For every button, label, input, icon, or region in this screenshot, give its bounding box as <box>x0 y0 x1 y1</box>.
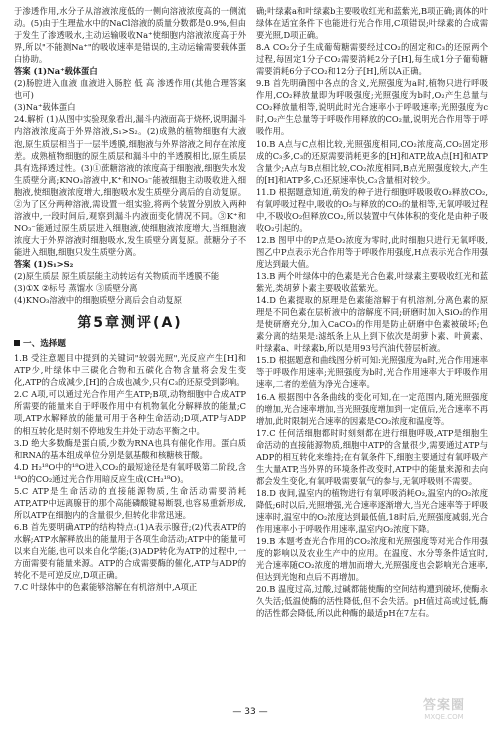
paragraph: 4.D H₂¹⁸O中的¹⁸O进入CO₂的最短途径是有氧呼吸第二阶段,含¹⁸O的CO₂通过光合作用暗反应生成(CH₂¹⁸O)。 <box>14 461 246 484</box>
paragraph: 8.A CO₂分子生成葡萄糖需要经过CO₂的固定和C₃的还原两个过程,每固定1分子CO₂需要消耗2分子[H],每生成1分子葡萄糖需要消耗6分子CO₂和12分子[H],所以A正确。 <box>256 42 488 77</box>
paragraph: 19.B 本题考查光合作用的CO₂浓度和光照强度等对光合作用强度的影响以及农业生产中的应用。在温度、水分等条件适宜时,光合速率随CO₂浓度的增加而增大,光照强度也会影响光合速率,但达到光饱和点后不再增加。 <box>256 536 488 583</box>
paragraph: 15.D 根据题意和曲线图分析可知:光照强度为a时,光合作用速率等于呼吸作用速率;光照强度为b时,光合作用速率大于呼吸作用速率,二者的差值为净光合速率。 <box>256 355 488 390</box>
paragraph: 9.B 首先明确图中各点的含义,光照强度为a时,植物只进行呼吸作用,CO₂释放量即为呼吸强度;光照强度为b时,O₂产生总量与CO₂释放量相等,说明此时光合速率小于呼吸速率;光照强度为c时,O₂产生总量等于呼吸作用释放的CO₂量,说明光合作用等于呼吸作用。 <box>256 78 488 137</box>
paragraph: 17.C 任何活细胞都时时刻刻都在进行细胞呼吸,ATP是细胞生命活动的直接能源物质,细胞中ATP的含量很少,需要通过ATP与ADP的相互转化来维持;在有氧条件下,细胞主要通过有氧呼吸产生大量ATP,当外界的环境条件改变时,ATP中的能量来源和去向都会发生变化,有氧呼吸需要氧气的参与,无氧呼吸则不需要。 <box>256 427 488 486</box>
paragraph: 24.解析 (1)从图中实验现象看出,漏斗内液面高于烧杯,说明漏斗内溶液浓度高于外界溶液,S₁>S₂。(2)成熟的植物细胞有大液泡,原生质层相当于一层半透膜,细胞液与外界溶液之间存在浓度差。成熟植物细胞的原生质层和漏斗中的半透膜相比,原生质层具有选择透过性。(3)①蔗糖溶液的浓度高于细胞液,细胞失水发生质壁分离;KNO₃溶液中,K⁺和NO₃⁻能被细胞主动吸收进入细胞液,使细胞液浓度增大,细胞吸水发生质壁分离后的自动复原。②为了区分两种溶液,需设置一组实验,将两个装置分别放入两种溶液中,一段时间后,观察到漏斗内液面变化情况不同。③K⁺和NO₃⁻能通过原生质层进入细胞液,使细胞液浓度增大,当细胞液浓度大于外界溶液时细胞吸水,发生质壁分离复原。蔗糖分子不能进入细胞,细胞只发生质壁分离。 <box>14 114 246 257</box>
answer-line: (2)肠腔进入血液 血液进入肠腔 低 高 渗透作用(其他合理答案也可) <box>14 78 246 101</box>
page-number: — 33 — <box>232 707 268 717</box>
watermark-url: MXQE.COM <box>424 713 464 721</box>
paragraph: 6.B 首先要明确ATP的结构特点:(1)A表示腺苷;(2)代表ATP的水解;ATP水解释放出的能量用于各项生命活动;ATP中的能量可以来自光能,也可以来自化学能;(3)ADP转化为ATP的过程中,一方面需要有能量来源。ATP的合成需要酶的催化,ATP与ADP的转化不是可逆反应,D项正确。 <box>14 521 246 581</box>
chapter-title: 第5章测评(A) <box>77 315 183 332</box>
two-column-body <box>14 5 488 695</box>
paragraph: 5.C ATP是生命活动的直接能源物质,生命活动需要消耗ATP,ATP中远离腺苷的那个高能磷酸键易断裂,也容易重新形成,所以ATP在细胞内的含量很少,但转化非常迅速。 <box>14 485 246 520</box>
paragraph: 2.C A项,可以通过光合作用产生ATP;B项,动物细胞中合成ATP所需要的能量来自于呼吸作用中有机物氧化分解释放的能量;C项,ATP水解释放的能量可用于各种生命活动;D项,ATP与ADP的相互转化是时刻不停地发生并处于动态平衡之中。 <box>14 389 246 436</box>
section-heading: 一、选择题 <box>14 338 246 350</box>
answer-line: (3)Na⁺载体蛋白 <box>14 102 76 113</box>
answer-line: (4)KNO₃溶液中的细胞质壁分离后会自动复原 <box>14 295 183 306</box>
paragraph: 20.B 温度过高,过酸,过碱都能使酶的空间结构遭到破坏,使酶永久失活;低温使酶的活性降低,但不会失活。pH值过高或过低,酶的活性都会降低,所以此种酶的最适pH在7左右。 <box>256 584 488 619</box>
answer-line: (3)①X ②标号 蒸馏水 ③质壁分离 <box>14 283 138 294</box>
watermark-logo <box>396 699 492 725</box>
watermark-text: 答案圈 <box>422 698 465 713</box>
paragraph: 12.B 图甲中的P点是O₂浓度为零时,此时细胞只进行无氧呼吸,图乙中P点表示光合作用等于呼吸作用强度,H点表示光合作用强度达到最大值。 <box>256 234 488 269</box>
answer-line: (2)原生质层 原生质层能主动转运有关物质而半透膜不能 <box>14 271 220 282</box>
paragraph: 1.B 受注意题目中提到的关键词"较弱光照",光反应产生[H]和ATP少,叶绿体中三碳化合物和五碳化合物含量将会发生变化,ATP的合成减少,[H]的合成也减少,只有C₃的还原受到影响。 <box>14 353 246 388</box>
answer-line: 答案 (1)Na⁺载体蛋白 <box>14 66 98 77</box>
paragraph: 3.D 绝大多数酶是蛋白质,少数为RNA也具有催化作用。蛋白质和RNA的基本组成单位分别是氨基酸和核糖核苷酸。 <box>14 437 246 460</box>
paragraph: 7.C 叶绿体中的色素能够溶解在有机溶剂中,A项正 <box>14 582 198 593</box>
paragraph: 确;叶绿素a和叶绿素b主要吸收红光和蓝紫光,B项正确;离体的叶绿体在适宜条件下也能进行光合作用,C项错误;叶绿素的合成需要光照,D项正确。 <box>256 6 488 41</box>
paragraph: 14.D 色素提取的原理是色素能溶解于有机溶剂,分离色素的原理是不同色素在层析液中的溶解度不同;研磨时加入SiO₂的作用是使研磨充分,加入CaCO₃的作用是防止研磨中色素被破坏;色素分离的结果是:滤纸条上从上到下依次是胡萝卜素、叶黄素、叶绿素a、叶绿素b,所以是用93号汽油代替层析液。 <box>256 295 488 354</box>
paragraph: 10.B A点与C点相比较,光照强度相同,CO₂浓度高,CO₂固定形成的C₃多,C₃的还原需要消耗更多的[H]和ATP,故A点[H]和ATP含量少;A点与B点相比较,CO₂浓度相同,B点光照强度较大,产生的[H]和ATP多,C₃还原速率快,C₃含量相对较少。 <box>256 138 488 185</box>
paragraph: 13.B 两个叶绿体中的色素是光合色素,叶绿素主要吸收红光和蓝紫光,类胡萝卜素主要吸收蓝紫光。 <box>256 271 488 294</box>
left-column <box>14 5 246 695</box>
paragraph: 11.D 根据题意知道,萌发的种子进行细胞呼吸吸收O₂释放CO₂,有氧呼吸过程中,吸收的O₂与释放的CO₂的量相等,无氧呼吸过程中,不吸收O₂但释放CO₂,所以装置中气体体积的变化是由种子吸收O₂引起的。 <box>256 186 488 233</box>
paragraph: 16.A 根据图中各条曲线的变化可知,在一定范围内,随光照强度的增加,光合速率增加,当光照强度增加到一定值后,光合速率不再增加,此时限制光合速率的因素是CO₂浓度和温度等。 <box>256 391 488 426</box>
right-column <box>256 5 488 695</box>
paragraph: 于渗透作用,水分子从溶液浓度低的一侧向溶液浓度高的一侧流动。(5)由于生理盐水中的NaCl溶液的质量分数都是0.9%,但由于发生了渗透吸水,主动运输吸收Na⁺使细胞内溶液浓度高于外界,所以"不能测Na⁺"的吸收速率是错误的,主动运输需要载体蛋白协助。 <box>14 6 246 65</box>
paragraph: 18.D 夜间,温室内的植物进行有氧呼吸消耗O₂,温室内的O₂浓度降低;6时以后,光照增强,光合速率逐渐增大,当光合速率等于呼吸速率时,温室中的O₂浓度达到最低值,18时后,光照强度减弱,光合作用速率小于呼吸作用速率,温室内O₂浓度下降。 <box>256 487 488 535</box>
answer-line: 答案 (1)S₁>S₂ <box>14 258 74 269</box>
